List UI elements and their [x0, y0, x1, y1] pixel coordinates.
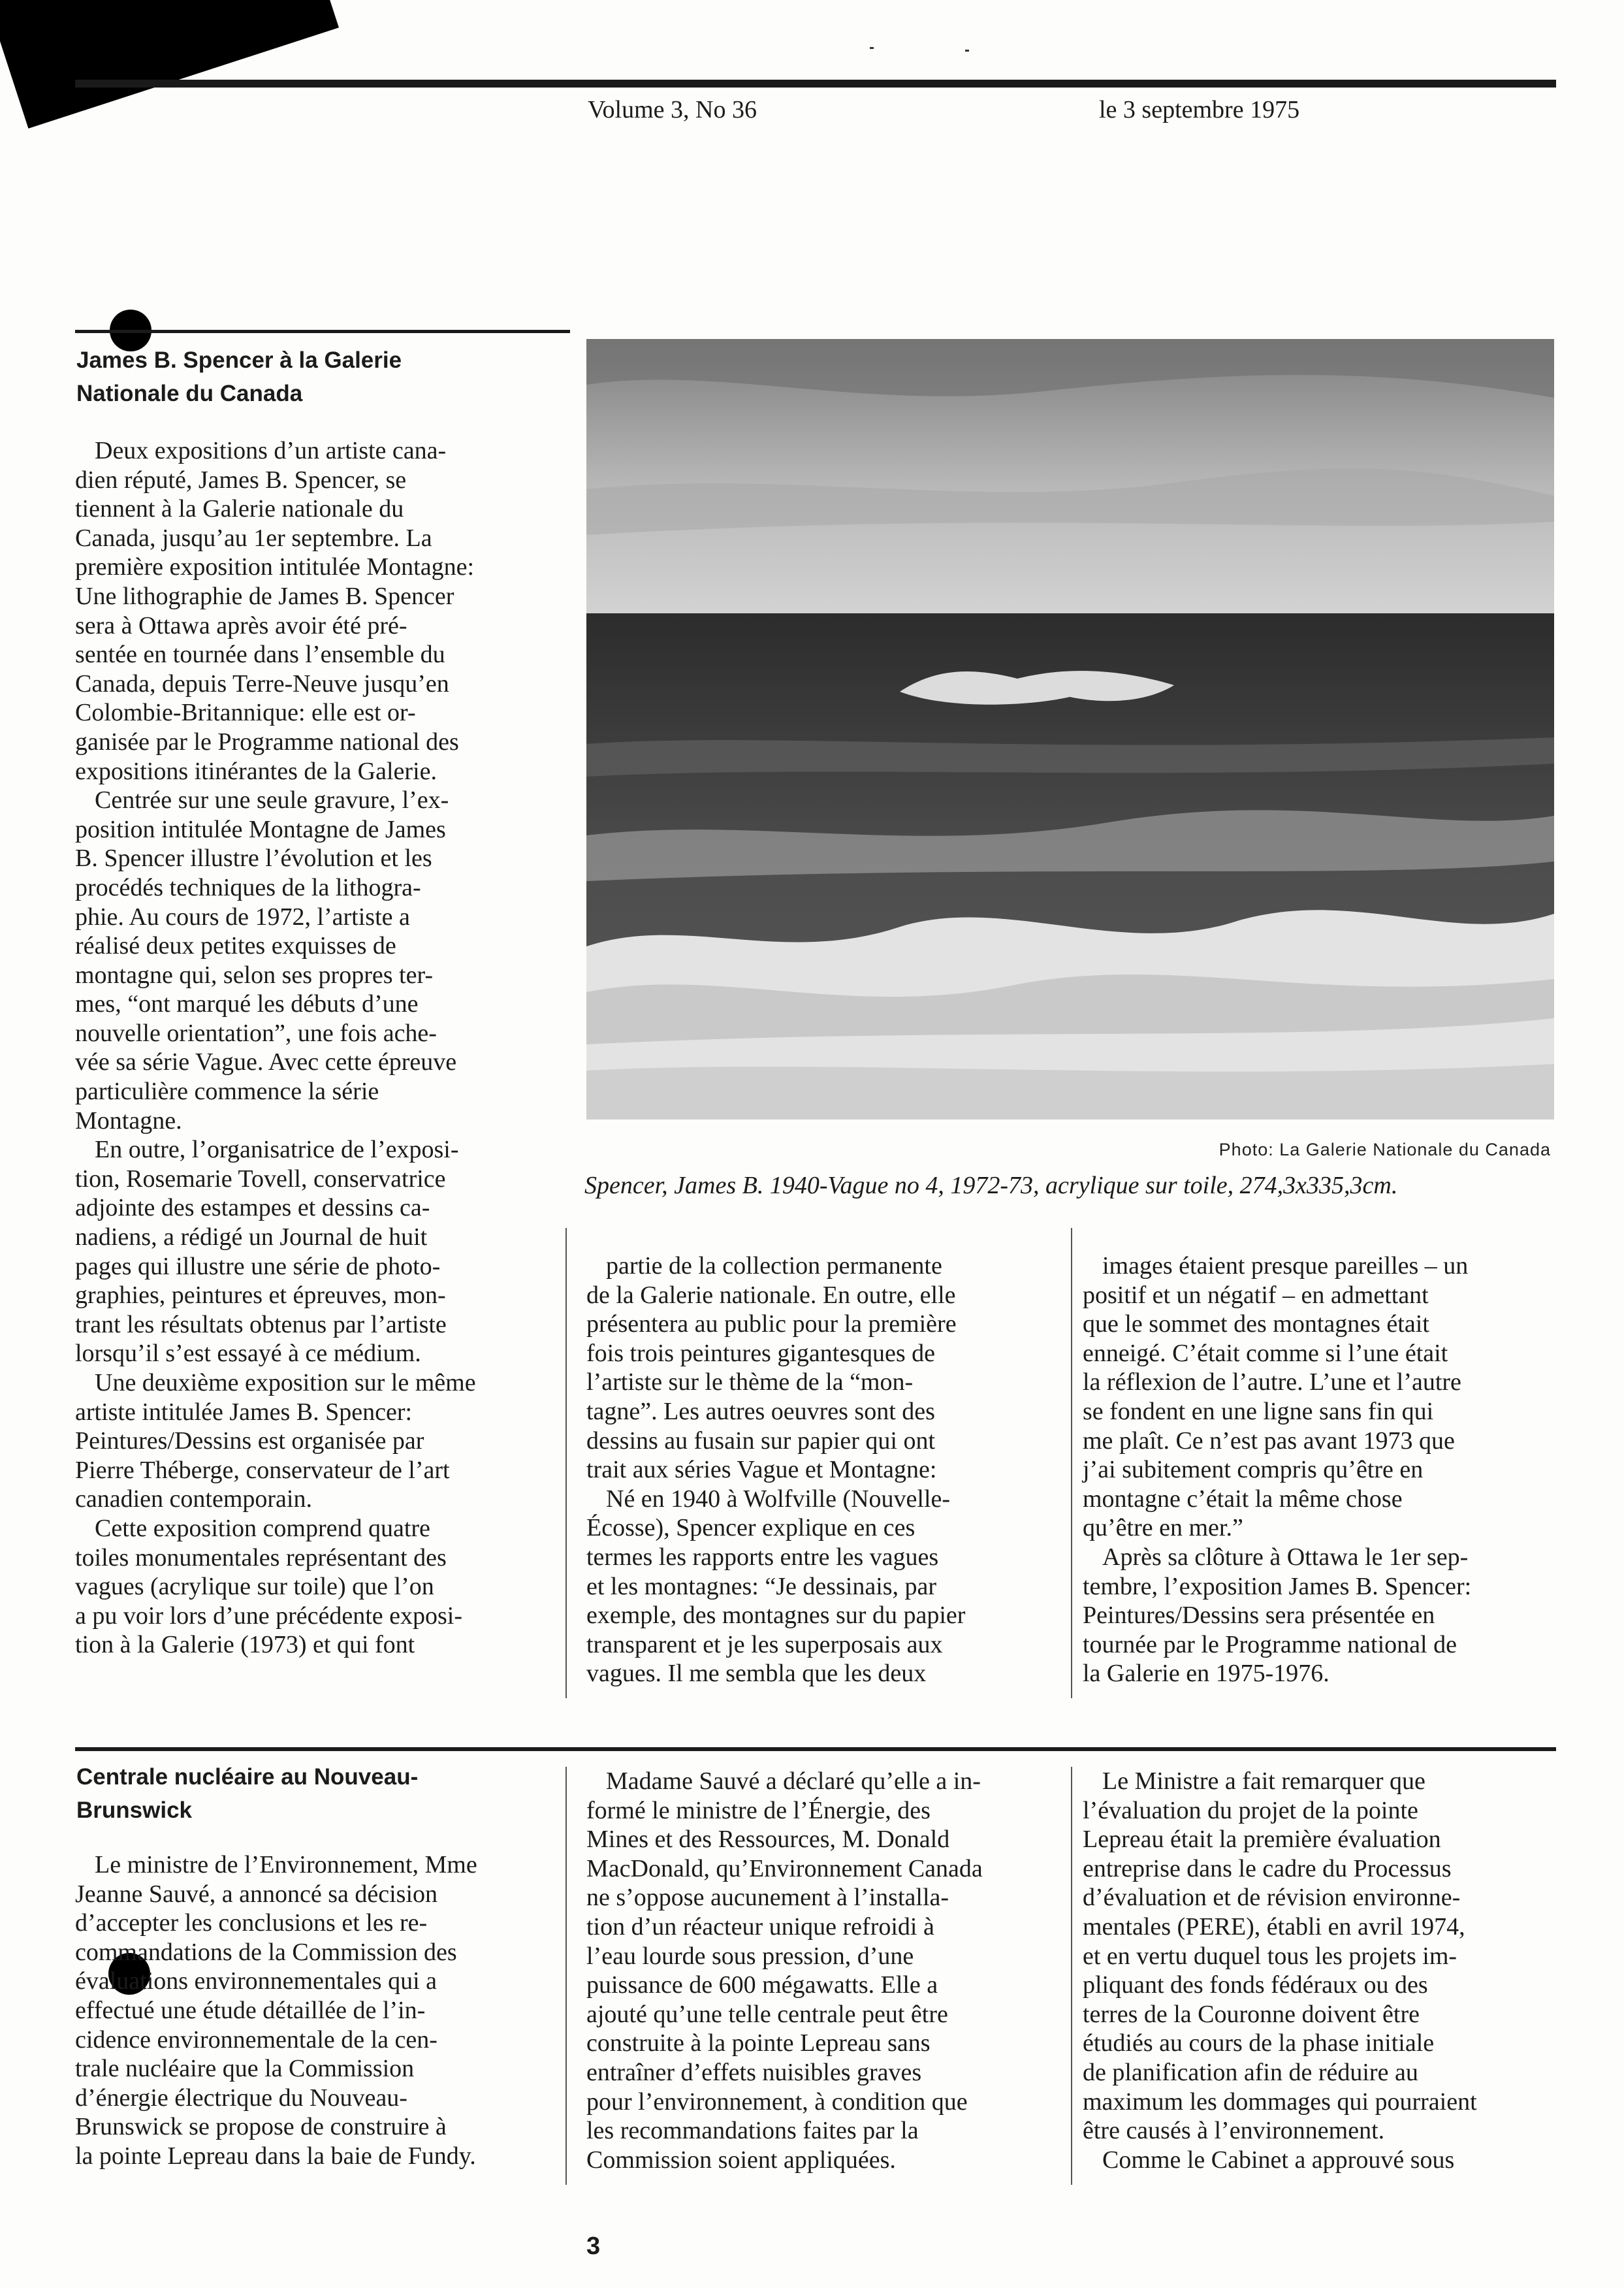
text-line: l’artiste sur le thème de la “mon-	[586, 1368, 914, 1396]
text-line: montagne qui, selon ses propres ter-	[75, 961, 433, 989]
text-line: pages qui illustre une série de photo-	[75, 1252, 441, 1280]
text-line: vagues (acrylique sur toile) que l’on	[75, 1573, 434, 1601]
text-line: ganisée par le Programme national des	[75, 728, 459, 756]
column-divider	[1071, 1228, 1072, 1698]
text-line: Le Ministre a fait remarquer que	[1102, 1767, 1425, 1795]
text-line: sentée en tournée dans l’ensemble du	[75, 641, 445, 669]
text-line: pliquant des fonds fédéraux ou des	[1083, 1971, 1428, 1999]
text-line: trait aux séries Vague et Montagne:	[586, 1456, 937, 1484]
text-line: En outre, l’organisatrice de l’exposi-	[95, 1136, 459, 1164]
text-line: Le ministre de l’Environnement, Mme	[95, 1851, 477, 1878]
text-line: entreprise dans le cadre du Processus	[1083, 1854, 1452, 1882]
text-line: mentales (PERE), établi en avril 1974,	[1083, 1912, 1465, 1941]
text-line: nouvelle orientation”, une fois ache-	[75, 1019, 437, 1047]
article2-column-1	[75, 1850, 477, 2171]
text-line: expositions itinérantes de la Galerie.	[75, 757, 437, 785]
article1-headline	[76, 344, 402, 410]
column-divider	[565, 1228, 567, 1698]
text-line: enneigé. C’était comme si l’une était	[1083, 1339, 1448, 1367]
photo-credit: Photo: La Galerie Nationale du Canada	[1218, 1140, 1551, 1159]
text-line: tion à la Galerie (1973) et qui font	[75, 1631, 415, 1659]
text-line: Jeanne Sauvé, a annoncé sa décision	[75, 1880, 438, 1908]
text-line: être causés à l’environnement.	[1083, 2117, 1385, 2145]
text-line: particulière commence la série	[75, 1078, 379, 1106]
text-line: toiles monumentales représentant des	[75, 1543, 447, 1571]
text-line: puissance de 600 mégawatts. Elle a	[586, 1971, 938, 1999]
article1-column-1	[75, 436, 476, 1660]
scan-speck	[870, 47, 874, 49]
text-line: trant les résultats obtenus par l’artiste	[75, 1310, 447, 1338]
text-line: Canada, jusqu’au 1er septembre. La	[75, 524, 432, 552]
text-line: la pointe Lepreau dans la baie de Fundy.	[75, 2142, 476, 2170]
text-line: évaluations environnementales qui a	[75, 1967, 437, 1995]
text-line: canadien contemporain.	[75, 1485, 312, 1513]
text-line: l’eau lourde sous pression, d’une	[586, 1942, 914, 1970]
text-line: Une lithographie de James B. Spencer	[75, 582, 454, 610]
text-line: Madame Sauvé a déclaré qu’elle a in-	[606, 1767, 981, 1795]
text-line: Centrée sur une seule gravure, l’ex-	[95, 786, 449, 814]
text-line: la réflexion de l’autre. L’une et l’autre	[1083, 1368, 1461, 1396]
headline-line: Nationale du Canada	[76, 381, 303, 406]
text-line: Brunswick se propose de construire à	[75, 2113, 447, 2141]
masthead-rule	[75, 80, 1556, 88]
text-line: maximum les dommages qui pourraient	[1083, 2087, 1477, 2116]
text-line: formé le ministre de l’Énergie, des	[586, 1796, 931, 1824]
text-line: adjointe des estampes et dessins ca-	[75, 1194, 430, 1222]
article1-column-2	[586, 1251, 965, 1688]
page-number: 3	[586, 2232, 601, 2260]
column-divider	[1071, 1767, 1072, 2185]
text-line: ne s’oppose aucunement à l’installa-	[586, 1884, 949, 1912]
text-line: Colombie-Britannique: elle est or-	[75, 699, 416, 727]
text-line: tembre, l’exposition James B. Spencer:	[1083, 1572, 1472, 1600]
issue-date: le 3 septembre 1975	[1099, 96, 1300, 123]
text-line: d’énergie électrique du Nouveau-	[75, 2084, 407, 2112]
text-line: cidence environnementale de la cen-	[75, 2025, 438, 2054]
wave-painting-photo	[586, 339, 1554, 1120]
scan-corner-shadow	[0, 0, 339, 129]
text-line: a pu voir lors d’une précédente exposi-	[75, 1602, 463, 1630]
text-line: Comme le Cabinet a approuvé sous	[1102, 2146, 1455, 2174]
ocean-wave-image	[586, 339, 1554, 1120]
article2-column-2	[586, 1767, 983, 2174]
text-line: j’ai subitement compris qu’être en	[1083, 1456, 1424, 1484]
text-line: transparent et je les superposais aux	[586, 1630, 943, 1658]
text-line: entraîner d’effets nuisibles graves	[586, 2058, 922, 2086]
text-line: graphies, peintures et épreuves, mon-	[75, 1281, 446, 1310]
text-line: me plaît. Ce n’est pas avant 1973 que	[1083, 1426, 1455, 1455]
text-line: Après sa clôture à Ottawa le 1er sep-	[1102, 1543, 1469, 1571]
text-line: Une deuxième exposition sur le même	[95, 1369, 476, 1396]
text-line: les recommandations faites par la	[586, 2117, 919, 2145]
text-line: de planification afin de réduire au	[1083, 2058, 1418, 2086]
text-line: Peintures/Dessins sera présentée en	[1083, 1602, 1435, 1630]
text-line: pour l’environnement, à condition que	[586, 2087, 968, 2116]
text-line: réalisé deux petites exquisses de	[75, 932, 396, 960]
text-line: Écosse), Spencer explique en ces	[586, 1514, 915, 1542]
caption-text: Spencer, James B. 1940-Vague no 4, 1972-73, acrylique sur toile, 274,3x335,3cm.	[584, 1172, 1398, 1199]
text-line: montagne c’était la même chose	[1083, 1485, 1403, 1513]
text-line: présentera au public pour la première	[586, 1310, 957, 1338]
text-line: vée sa série Vague. Avec cette épreuve	[75, 1048, 457, 1076]
text-line: ajouté qu’une telle centrale peut être	[586, 2000, 948, 2028]
text-line: B. Spencer illustre l’évolution et les	[75, 845, 432, 873]
text-line: tion, Rosemarie Tovell, conservatrice	[75, 1165, 446, 1193]
text-line: vagues. Il me sembla que les deux	[586, 1660, 927, 1688]
text-line: partie de la collection permanente	[606, 1252, 942, 1280]
text-line: et les montagnes: “Je dessinais, par	[586, 1572, 937, 1600]
text-line: Né en 1940 à Wolfville (Nouvelle-	[606, 1485, 951, 1513]
text-line: commandations de la Commission des	[75, 1938, 457, 1966]
text-line: et en vertu duquel tous les projets im-	[1083, 1942, 1457, 1970]
text-line: sera à Ottawa après avoir été pré-	[75, 611, 407, 639]
text-line: images étaient presque pareilles – un	[1102, 1252, 1469, 1280]
headline-line: James B. Spencer à la Galerie	[76, 347, 402, 373]
text-line: Canada, depuis Terre-Neuve jusqu’en	[75, 669, 449, 698]
article1-column-3	[1083, 1251, 1471, 1688]
text-line: Peintures/Dessins est organisée par	[75, 1427, 424, 1455]
text-line: l’évaluation du projet de la pointe	[1083, 1796, 1418, 1824]
text-line: Cette exposition comprend quatre	[95, 1514, 430, 1542]
column-divider	[565, 1767, 567, 2185]
article1-top-rule	[75, 330, 570, 333]
text-line: la Galerie en 1975-1976.	[1083, 1660, 1329, 1688]
text-line: position intitulée Montagne de James	[75, 815, 446, 843]
text-line: nadiens, a rédigé un Journal de huit	[75, 1223, 428, 1251]
text-line: construite à la pointe Lepreau sans	[586, 2029, 931, 2057]
headline-line: Centrale nucléaire au Nouveau-	[76, 1764, 419, 1790]
text-line: se fondent en une ligne sans fin qui	[1083, 1397, 1434, 1425]
text-line: Pierre Théberge, conservateur de l’art	[75, 1456, 450, 1484]
text-line: tion d’un réacteur unique refroidi à	[586, 1912, 934, 1941]
photo-caption	[584, 1171, 1397, 1200]
text-line: première exposition intitulée Montagne:	[75, 553, 475, 581]
issue-volume: Volume 3, No 36	[588, 96, 757, 123]
text-line: Montagne.	[75, 1106, 182, 1135]
text-line: exemple, des montagnes sur du papier	[586, 1602, 966, 1630]
text-line: mes, “ont marqué les débuts d’une	[75, 990, 419, 1018]
text-line: fois trois peintures gigantesques de	[586, 1339, 936, 1367]
article2-headline	[76, 1760, 418, 1827]
text-line: dien réputé, James B. Spencer, se	[75, 466, 407, 494]
text-line: termes les rapports entre les vagues	[586, 1543, 939, 1571]
text-line: lorsqu’il s’est essayé à ce médium.	[75, 1340, 421, 1368]
text-line: MacDonald, qu’Environnement Canada	[586, 1854, 983, 1882]
scan-speck	[965, 50, 969, 52]
text-line: positif et un négatif – en admettant	[1083, 1281, 1429, 1309]
text-line: que le sommet des montagnes était	[1083, 1310, 1429, 1338]
text-line: artiste intitulée James B. Spencer:	[75, 1398, 413, 1426]
text-line: trale nucléaire que la Commission	[75, 2055, 415, 2083]
text-line: terres de la Couronne doivent être	[1083, 2000, 1420, 2028]
article2-top-rule	[75, 1747, 1556, 1751]
text-line: Commission soient appliquées.	[586, 2146, 896, 2174]
text-line: qu’être en mer.”	[1083, 1514, 1243, 1542]
text-line: tagne”. Les autres oeuvres sont des	[586, 1397, 935, 1425]
headline-line: Brunswick	[76, 1797, 192, 1823]
text-line: tournée par le Programme national de	[1083, 1630, 1457, 1658]
text-line: phie. Au cours de 1972, l’artiste a	[75, 903, 410, 931]
text-line: effectué une étude détaillée de l’in-	[75, 1996, 426, 2024]
text-line: d’évaluation et de révision environne-	[1083, 1884, 1461, 1912]
text-line: tiennent à la Galerie nationale du	[75, 495, 404, 523]
article2-column-3	[1083, 1767, 1477, 2174]
text-line: Mines et des Ressources, M. Donald	[586, 1826, 950, 1854]
text-line: étudiés au cours de la phase initiale	[1083, 2029, 1435, 2057]
text-line: Lepreau était la première évaluation	[1083, 1826, 1441, 1854]
text-line: Deux expositions d’un artiste cana-	[95, 437, 447, 464]
text-line: de la Galerie nationale. En outre, elle	[586, 1281, 956, 1309]
text-line: procédés techniques de la lithogra-	[75, 873, 421, 901]
text-line: d’accepter les conclusions et les re-	[75, 1909, 428, 1937]
text-line: dessins au fusain sur papier qui ont	[586, 1426, 936, 1455]
